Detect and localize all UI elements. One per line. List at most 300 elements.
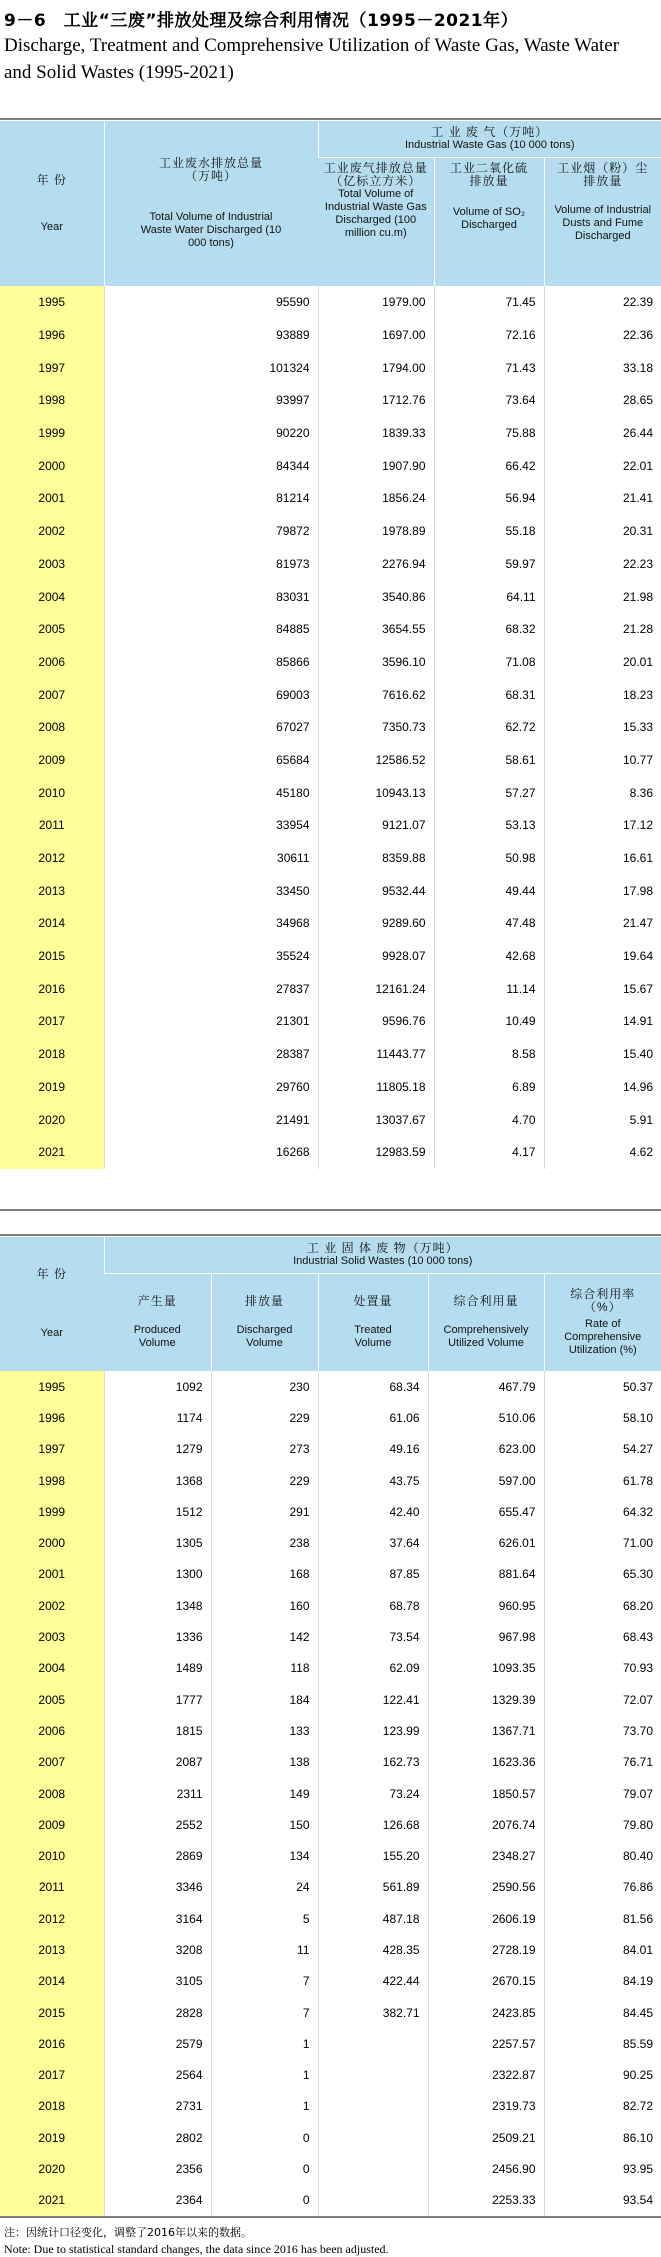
- value-cell: 71.45: [434, 286, 544, 319]
- value-cell: 2606.19: [428, 1903, 544, 1934]
- value-cell: 1174: [104, 1402, 211, 1433]
- value-cell: 11443.77: [318, 1038, 434, 1071]
- value-cell: 2869: [104, 1840, 211, 1871]
- value-cell: 24: [211, 1872, 318, 1903]
- year-cell: 2002: [0, 1590, 104, 1621]
- table-row: [0, 1005, 661, 1038]
- value-cell: 42.40: [318, 1496, 428, 1527]
- value-cell: 81214: [104, 482, 318, 515]
- year-cell: 2020: [0, 2153, 104, 2184]
- year-cell: 2000: [0, 1527, 104, 1558]
- value-cell: 4.17: [434, 1136, 544, 1169]
- value-cell: 2257.57: [428, 2028, 544, 2059]
- value-cell: 1367.71: [428, 1715, 544, 1746]
- value-cell: 93997: [104, 384, 318, 417]
- table-row: [0, 1434, 661, 1465]
- table-row: [0, 384, 661, 417]
- value-cell: 1305: [104, 1527, 211, 1558]
- value-cell: 72.16: [434, 319, 544, 352]
- table-row: [0, 1371, 661, 1402]
- table-row: [0, 1840, 661, 1871]
- value-cell: 16.61: [544, 842, 661, 875]
- value-cell: 0: [211, 2185, 318, 2216]
- table2-bottom-rule: [0, 2216, 661, 2218]
- table-row: [0, 548, 661, 581]
- year-cell: 2005: [0, 1684, 104, 1715]
- value-cell: 1279: [104, 1434, 211, 1465]
- year-cell: 2010: [0, 1840, 104, 1871]
- value-cell: 422.44: [318, 1966, 428, 1997]
- value-cell: 58.61: [434, 744, 544, 777]
- value-cell: [318, 2185, 428, 2216]
- year-cell: 1996: [0, 1402, 104, 1433]
- waste-gas-group-header: 工 业 废 气（万吨） Industrial Waste Gas (10 000 tons): [318, 121, 661, 157]
- year-cell: 1999: [0, 1496, 104, 1527]
- value-cell: 73.54: [318, 1621, 428, 1652]
- value-cell: 18.23: [544, 678, 661, 711]
- value-cell: 8359.88: [318, 842, 434, 875]
- year-cell: 2004: [0, 580, 104, 613]
- value-cell: 3105: [104, 1966, 211, 1997]
- table-row: [0, 1809, 661, 1840]
- value-cell: 623.00: [428, 1434, 544, 1465]
- value-cell: 17.98: [544, 874, 661, 907]
- value-cell: 2731: [104, 2091, 211, 2122]
- value-cell: [318, 2028, 428, 2059]
- value-cell: 62.09: [318, 1653, 428, 1684]
- year-cell: 1997: [0, 1434, 104, 1465]
- value-cell: 54.27: [544, 1434, 661, 1465]
- year-cell: 2015: [0, 1997, 104, 2028]
- value-cell: 1697.00: [318, 319, 434, 352]
- value-cell: 9289.60: [318, 907, 434, 940]
- value-cell: 0: [211, 2122, 318, 2153]
- value-cell: 1850.57: [428, 1778, 544, 1809]
- year-cell: 1999: [0, 417, 104, 450]
- value-cell: 69003: [104, 678, 318, 711]
- value-cell: 13037.67: [318, 1103, 434, 1136]
- value-cell: 229: [211, 1465, 318, 1496]
- value-cell: 2552: [104, 1809, 211, 1840]
- table-row: [0, 1136, 661, 1169]
- value-cell: 2076.74: [428, 1809, 544, 1840]
- value-cell: 1623.36: [428, 1747, 544, 1778]
- value-cell: 142: [211, 1621, 318, 1652]
- value-cell: 61.06: [318, 1402, 428, 1433]
- value-cell: 14.91: [544, 1005, 661, 1038]
- value-cell: 2364: [104, 2185, 211, 2216]
- value-cell: 8.36: [544, 776, 661, 809]
- year-cell: 2006: [0, 1715, 104, 1746]
- value-cell: 230: [211, 1371, 318, 1402]
- year-cell: 2014: [0, 907, 104, 940]
- top-rule: [0, 118, 661, 120]
- value-cell: 71.08: [434, 646, 544, 679]
- value-cell: 62.72: [434, 711, 544, 744]
- value-cell: 21301: [104, 1005, 318, 1038]
- value-cell: 1856.24: [318, 482, 434, 515]
- value-cell: 122.41: [318, 1684, 428, 1715]
- value-cell: 1712.76: [318, 384, 434, 417]
- value-cell: 10943.13: [318, 776, 434, 809]
- table-row: [0, 1997, 661, 2028]
- value-cell: 72.07: [544, 1684, 661, 1715]
- value-cell: 162.73: [318, 1747, 428, 1778]
- year-cell: 2017: [0, 1005, 104, 1038]
- table-row: [0, 1496, 661, 1527]
- value-cell: 29760: [104, 1071, 318, 1104]
- value-cell: 65.30: [544, 1559, 661, 1590]
- value-cell: 428.35: [318, 1934, 428, 1965]
- year-header: 年 份 Year: [0, 1237, 104, 1371]
- value-cell: 487.18: [318, 1903, 428, 1934]
- year-cell: 2003: [0, 1621, 104, 1652]
- value-cell: 12586.52: [318, 744, 434, 777]
- year-cell: 2009: [0, 744, 104, 777]
- year-cell: 2019: [0, 1071, 104, 1104]
- year-cell: 2002: [0, 515, 104, 548]
- year-cell: 2001: [0, 482, 104, 515]
- table-row: [0, 972, 661, 1005]
- value-cell: 2276.94: [318, 548, 434, 581]
- year-cell: 2001: [0, 1559, 104, 1590]
- year-cell: 2018: [0, 1038, 104, 1071]
- year-cell: 2004: [0, 1653, 104, 1684]
- year-cell: 2012: [0, 1903, 104, 1934]
- table-row: [0, 482, 661, 515]
- table-row: [0, 907, 661, 940]
- value-cell: [318, 2122, 428, 2153]
- table-row: [0, 842, 661, 875]
- value-cell: 87.85: [318, 1559, 428, 1590]
- year-cell: 2020: [0, 1103, 104, 1136]
- value-cell: 49.44: [434, 874, 544, 907]
- value-cell: 66.42: [434, 449, 544, 482]
- value-cell: 81.56: [544, 1903, 661, 1934]
- table2-top-rule: [0, 1234, 661, 1236]
- table-row: [0, 449, 661, 482]
- table-row: [0, 1903, 661, 1934]
- year-cell: 2016: [0, 2028, 104, 2059]
- value-cell: 84.19: [544, 1966, 661, 1997]
- page-title-cn: 9－6 工业“三废”排放处理及综合利用情况（1995－2021年）: [4, 11, 519, 31]
- waste-water-gas-table: [0, 121, 661, 1169]
- value-cell: 28387: [104, 1038, 318, 1071]
- value-cell: 1512: [104, 1496, 211, 1527]
- value-cell: 67027: [104, 711, 318, 744]
- value-cell: 42.68: [434, 940, 544, 973]
- table-row: [0, 1465, 661, 1496]
- table-row: [0, 1038, 661, 1071]
- value-cell: 149: [211, 1778, 318, 1809]
- value-cell: 70.93: [544, 1653, 661, 1684]
- table-row: [0, 1559, 661, 1590]
- value-cell: 881.64: [428, 1559, 544, 1590]
- value-cell: 133: [211, 1715, 318, 1746]
- value-cell: 1348: [104, 1590, 211, 1621]
- value-cell: 2311: [104, 1778, 211, 1809]
- so2-header: 工业二氧化硫排放量 Volume of SO₂ Discharged: [434, 157, 544, 286]
- value-cell: 229: [211, 1402, 318, 1433]
- value-cell: 58.10: [544, 1402, 661, 1433]
- value-cell: 7616.62: [318, 678, 434, 711]
- table-row: [0, 874, 661, 907]
- table-row: [0, 678, 661, 711]
- value-cell: 5.91: [544, 1103, 661, 1136]
- value-cell: 1: [211, 2028, 318, 2059]
- value-cell: 1978.89: [318, 515, 434, 548]
- value-cell: 12983.59: [318, 1136, 434, 1169]
- table-row: [0, 1103, 661, 1136]
- year-cell: 2012: [0, 842, 104, 875]
- table-row: [0, 580, 661, 613]
- value-cell: 50.98: [434, 842, 544, 875]
- value-cell: 68.78: [318, 1590, 428, 1621]
- value-cell: 59.97: [434, 548, 544, 581]
- value-cell: 160: [211, 1590, 318, 1621]
- value-cell: 47.48: [434, 907, 544, 940]
- value-cell: [318, 2060, 428, 2091]
- value-cell: 90220: [104, 417, 318, 450]
- dust-header: 工业烟（粉）尘排放量 Volume of Industrial Dusts and Fume Discharged: [544, 157, 661, 286]
- note-cn: 注：因统计口径变化，调整了2016年以来的数据。: [4, 2226, 252, 2239]
- table-row: [0, 809, 661, 842]
- value-cell: 3654.55: [318, 613, 434, 646]
- value-cell: 95590: [104, 286, 318, 319]
- value-cell: 1336: [104, 1621, 211, 1652]
- value-cell: 2456.90: [428, 2153, 544, 2184]
- value-cell: 21.98: [544, 580, 661, 613]
- value-cell: 11805.18: [318, 1071, 434, 1104]
- value-cell: 9596.76: [318, 1005, 434, 1038]
- year-cell: 2016: [0, 972, 104, 1005]
- year-cell: 1997: [0, 351, 104, 384]
- value-cell: 57.27: [434, 776, 544, 809]
- year-cell: 2014: [0, 1966, 104, 1997]
- table-row: [0, 646, 661, 679]
- value-cell: 561.89: [318, 1872, 428, 1903]
- value-cell: 22.39: [544, 286, 661, 319]
- value-cell: 2828: [104, 1997, 211, 2028]
- value-cell: 34968: [104, 907, 318, 940]
- value-cell: 19.64: [544, 940, 661, 973]
- value-cell: 467.79: [428, 1371, 544, 1402]
- value-cell: 86.10: [544, 2122, 661, 2153]
- value-cell: 93.54: [544, 2185, 661, 2216]
- table-row: [0, 515, 661, 548]
- value-cell: 3208: [104, 1934, 211, 1965]
- value-cell: 21.41: [544, 482, 661, 515]
- value-cell: 2728.19: [428, 1934, 544, 1965]
- value-cell: 73.70: [544, 1715, 661, 1746]
- year-cell: 1996: [0, 319, 104, 352]
- value-cell: [318, 2091, 428, 2122]
- year-cell: 2017: [0, 2060, 104, 2091]
- value-cell: 84.01: [544, 1934, 661, 1965]
- table-row: [0, 1966, 661, 1997]
- table-row: [0, 2153, 661, 2184]
- year-cell: 1998: [0, 384, 104, 417]
- year-cell: 2007: [0, 1747, 104, 1778]
- value-cell: 75.88: [434, 417, 544, 450]
- value-cell: 9928.07: [318, 940, 434, 973]
- value-cell: 64.11: [434, 580, 544, 613]
- value-cell: 2356: [104, 2153, 211, 2184]
- value-cell: 21491: [104, 1103, 318, 1136]
- value-cell: 1093.35: [428, 1653, 544, 1684]
- value-cell: 11: [211, 1934, 318, 1965]
- value-cell: 22.23: [544, 548, 661, 581]
- table-row: [0, 1590, 661, 1621]
- value-cell: 83031: [104, 580, 318, 613]
- value-cell: 291: [211, 1496, 318, 1527]
- utilized-header: 综合利用量 Comprehensively Utilized Volume: [428, 1273, 544, 1371]
- value-cell: 68.34: [318, 1371, 428, 1402]
- value-cell: 10.77: [544, 744, 661, 777]
- value-cell: 184: [211, 1684, 318, 1715]
- value-cell: 64.32: [544, 1496, 661, 1527]
- value-cell: 27837: [104, 972, 318, 1005]
- note-en: Note: Due to statistical standard changes, the data since 2016 has been adjusted.: [4, 2242, 389, 2256]
- value-cell: 3540.86: [318, 580, 434, 613]
- year-header: 年 份 Year: [0, 121, 104, 286]
- treated-header: 处置量 Treated Volume: [318, 1273, 428, 1371]
- year-cell: 2021: [0, 1136, 104, 1169]
- value-cell: 49.16: [318, 1434, 428, 1465]
- value-cell: 55.18: [434, 515, 544, 548]
- year-cell: 1998: [0, 1465, 104, 1496]
- produced-header: 产生量 Produced Volume: [104, 1273, 211, 1371]
- value-cell: 2253.33: [428, 2185, 544, 2216]
- value-cell: 9121.07: [318, 809, 434, 842]
- value-cell: 21.47: [544, 907, 661, 940]
- year-cell: 2013: [0, 1934, 104, 1965]
- table-row: [0, 1715, 661, 1746]
- value-cell: 68.43: [544, 1621, 661, 1652]
- value-cell: 15.33: [544, 711, 661, 744]
- value-cell: 50.37: [544, 1371, 661, 1402]
- value-cell: 1907.90: [318, 449, 434, 482]
- value-cell: 3164: [104, 1903, 211, 1934]
- year-cell: 2000: [0, 449, 104, 482]
- value-cell: 2670.15: [428, 1966, 544, 1997]
- value-cell: 597.00: [428, 1465, 544, 1496]
- table-row: [0, 351, 661, 384]
- value-cell: 37.64: [318, 1527, 428, 1558]
- value-cell: 7: [211, 1966, 318, 1997]
- value-cell: 30611: [104, 842, 318, 875]
- value-cell: 61.78: [544, 1465, 661, 1496]
- table-row: [0, 417, 661, 450]
- value-cell: 967.98: [428, 1621, 544, 1652]
- value-cell: 1329.39: [428, 1684, 544, 1715]
- value-cell: 382.71: [318, 1997, 428, 2028]
- value-cell: 2423.85: [428, 1997, 544, 2028]
- year-cell: 2005: [0, 613, 104, 646]
- value-cell: 2322.87: [428, 2060, 544, 2091]
- year-cell: 2008: [0, 1778, 104, 1809]
- table-row: [0, 1527, 661, 1558]
- solid-waste-group-header: 工 业 固 体 废 物（万吨） Industrial Solid Wastes (10 000 tons): [104, 1237, 661, 1273]
- table-row: [0, 1684, 661, 1715]
- value-cell: 35524: [104, 940, 318, 973]
- value-cell: 1839.33: [318, 417, 434, 450]
- year-cell: 2009: [0, 1809, 104, 1840]
- value-cell: 22.01: [544, 449, 661, 482]
- value-cell: [318, 2153, 428, 2184]
- year-cell: 1995: [0, 286, 104, 319]
- value-cell: 85866: [104, 646, 318, 679]
- table-row: [0, 1653, 661, 1684]
- value-cell: 1794.00: [318, 351, 434, 384]
- water-discharge-header: 工业废水排放总量（万吨） Total Volume of Industrial Waste Water Discharged (10 000 tons): [104, 121, 318, 286]
- value-cell: 22.36: [544, 319, 661, 352]
- value-cell: 84344: [104, 449, 318, 482]
- value-cell: 33954: [104, 809, 318, 842]
- value-cell: 71.00: [544, 1527, 661, 1558]
- table-row: [0, 1402, 661, 1433]
- table-row: [0, 286, 661, 319]
- value-cell: 4.70: [434, 1103, 544, 1136]
- year-cell: 2011: [0, 809, 104, 842]
- value-cell: 1: [211, 2091, 318, 2122]
- value-cell: 1815: [104, 1715, 211, 1746]
- year-cell: 1995: [0, 1371, 104, 1402]
- page-title-en: Discharge, Treatment and Comprehensive Utilization of Waste Gas, Waste Water and Solid Wastes (1995-2021): [4, 35, 620, 83]
- year-cell: 2011: [0, 1872, 104, 1903]
- value-cell: 118: [211, 1653, 318, 1684]
- table-row: [0, 1071, 661, 1104]
- value-cell: 1489: [104, 1653, 211, 1684]
- value-cell: 960.95: [428, 1590, 544, 1621]
- value-cell: 93.95: [544, 2153, 661, 2184]
- value-cell: 76.71: [544, 1747, 661, 1778]
- table-row: [0, 2091, 661, 2122]
- value-cell: 0: [211, 2153, 318, 2184]
- table-row: [0, 2060, 661, 2091]
- value-cell: 45180: [104, 776, 318, 809]
- value-cell: 26.44: [544, 417, 661, 450]
- value-cell: 20.31: [544, 515, 661, 548]
- value-cell: 11.14: [434, 972, 544, 1005]
- value-cell: 82.72: [544, 2091, 661, 2122]
- value-cell: 79.80: [544, 1809, 661, 1840]
- table-row: [0, 1621, 661, 1652]
- value-cell: 1: [211, 2060, 318, 2091]
- table-row: [0, 1747, 661, 1778]
- value-cell: 15.67: [544, 972, 661, 1005]
- value-cell: 8.58: [434, 1038, 544, 1071]
- value-cell: 150: [211, 1809, 318, 1840]
- value-cell: 126.68: [318, 1809, 428, 1840]
- value-cell: 12161.24: [318, 972, 434, 1005]
- table-row: [0, 319, 661, 352]
- value-cell: 21.28: [544, 613, 661, 646]
- value-cell: 10.49: [434, 1005, 544, 1038]
- value-cell: 2087: [104, 1747, 211, 1778]
- value-cell: 123.99: [318, 1715, 428, 1746]
- value-cell: 85.59: [544, 2028, 661, 2059]
- value-cell: 2579: [104, 2028, 211, 2059]
- table-row: [0, 744, 661, 777]
- value-cell: 79.07: [544, 1778, 661, 1809]
- year-cell: 2021: [0, 2185, 104, 2216]
- value-cell: 20.01: [544, 646, 661, 679]
- table-row: [0, 940, 661, 973]
- value-cell: 1979.00: [318, 286, 434, 319]
- table-row: [0, 1934, 661, 1965]
- value-cell: 73.24: [318, 1778, 428, 1809]
